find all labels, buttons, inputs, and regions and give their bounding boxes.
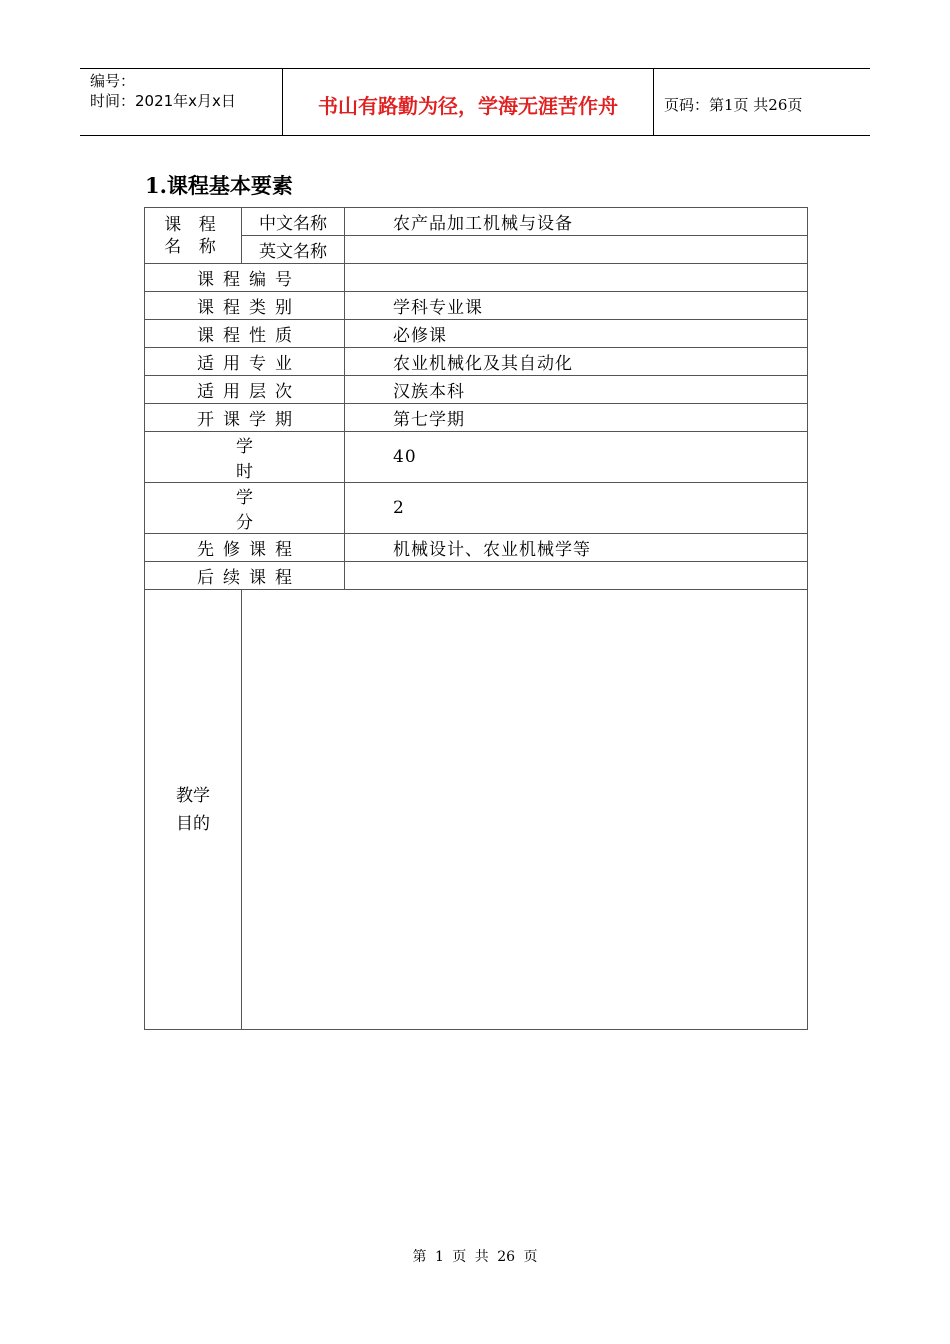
teaching-purpose-label-line2: 目的 [176, 813, 210, 834]
table-row [145, 432, 808, 483]
section-title: 1.课程基本要素 [145, 173, 293, 198]
header-page-info: 页码：第1页 共26页 [664, 95, 803, 114]
credits-label-text: 学分 [236, 488, 315, 533]
credits-value: 2 [345, 483, 808, 534]
course-info-table [144, 207, 808, 1030]
document-number-label: 编号： [90, 72, 136, 90]
cn-name-label: 中文名称 [242, 208, 345, 236]
follow-up-label: 后续课程 [145, 562, 345, 590]
teaching-purpose-label-line1: 教学 [176, 785, 210, 806]
course-name-label-text: 课 程 名 称 [164, 214, 222, 257]
table-row [145, 534, 808, 562]
en-name-label: 英文名称 [242, 236, 345, 264]
course-code-value [345, 264, 808, 292]
table-row [145, 292, 808, 320]
hours-label-text: 学时 [236, 437, 315, 482]
table-row [145, 236, 808, 264]
header-meta [80, 69, 282, 135]
table-row [145, 590, 808, 1030]
document-date: 时间：2021年x月x日 [90, 92, 236, 110]
major-value: 农业机械化及其自动化 [345, 348, 808, 376]
page-footer: 第 1 页 共 26 页 [412, 1249, 538, 1265]
table-row [145, 264, 808, 292]
credits-label [145, 483, 345, 534]
course-code-label: 课程编号 [145, 264, 345, 292]
level-label: 适用层次 [145, 376, 345, 404]
table-row [145, 320, 808, 348]
table-row [145, 376, 808, 404]
hours-label [145, 432, 345, 483]
course-category-label: 课程类别 [145, 292, 345, 320]
en-name-value [345, 236, 808, 264]
prerequisite-label: 先修课程 [145, 534, 345, 562]
semester-label: 开课学期 [145, 404, 345, 432]
course-category-value: 学科专业课 [345, 292, 808, 320]
hours-value: 40 [345, 432, 808, 483]
page-header [80, 68, 870, 136]
follow-up-value [345, 562, 808, 590]
table-row [145, 562, 808, 590]
teaching-purpose-label [145, 590, 242, 1030]
table-row [145, 404, 808, 432]
course-nature-label: 课程性质 [145, 320, 345, 348]
table-row [145, 348, 808, 376]
level-value: 汉族本科 [345, 376, 808, 404]
course-name-label [145, 208, 242, 264]
course-nature-value: 必修课 [345, 320, 808, 348]
teaching-purpose-value [242, 590, 808, 1030]
table-row [145, 483, 808, 534]
table-row [145, 208, 808, 236]
semester-value: 第七学期 [345, 404, 808, 432]
header-motto: 书山有路勤为径，学海无涯苦作舟 [282, 69, 654, 135]
cn-name-value: 农产品加工机械与设备 [345, 208, 808, 236]
major-label: 适用专业 [145, 348, 345, 376]
prerequisite-value: 机械设计、农业机械学等 [345, 534, 808, 562]
